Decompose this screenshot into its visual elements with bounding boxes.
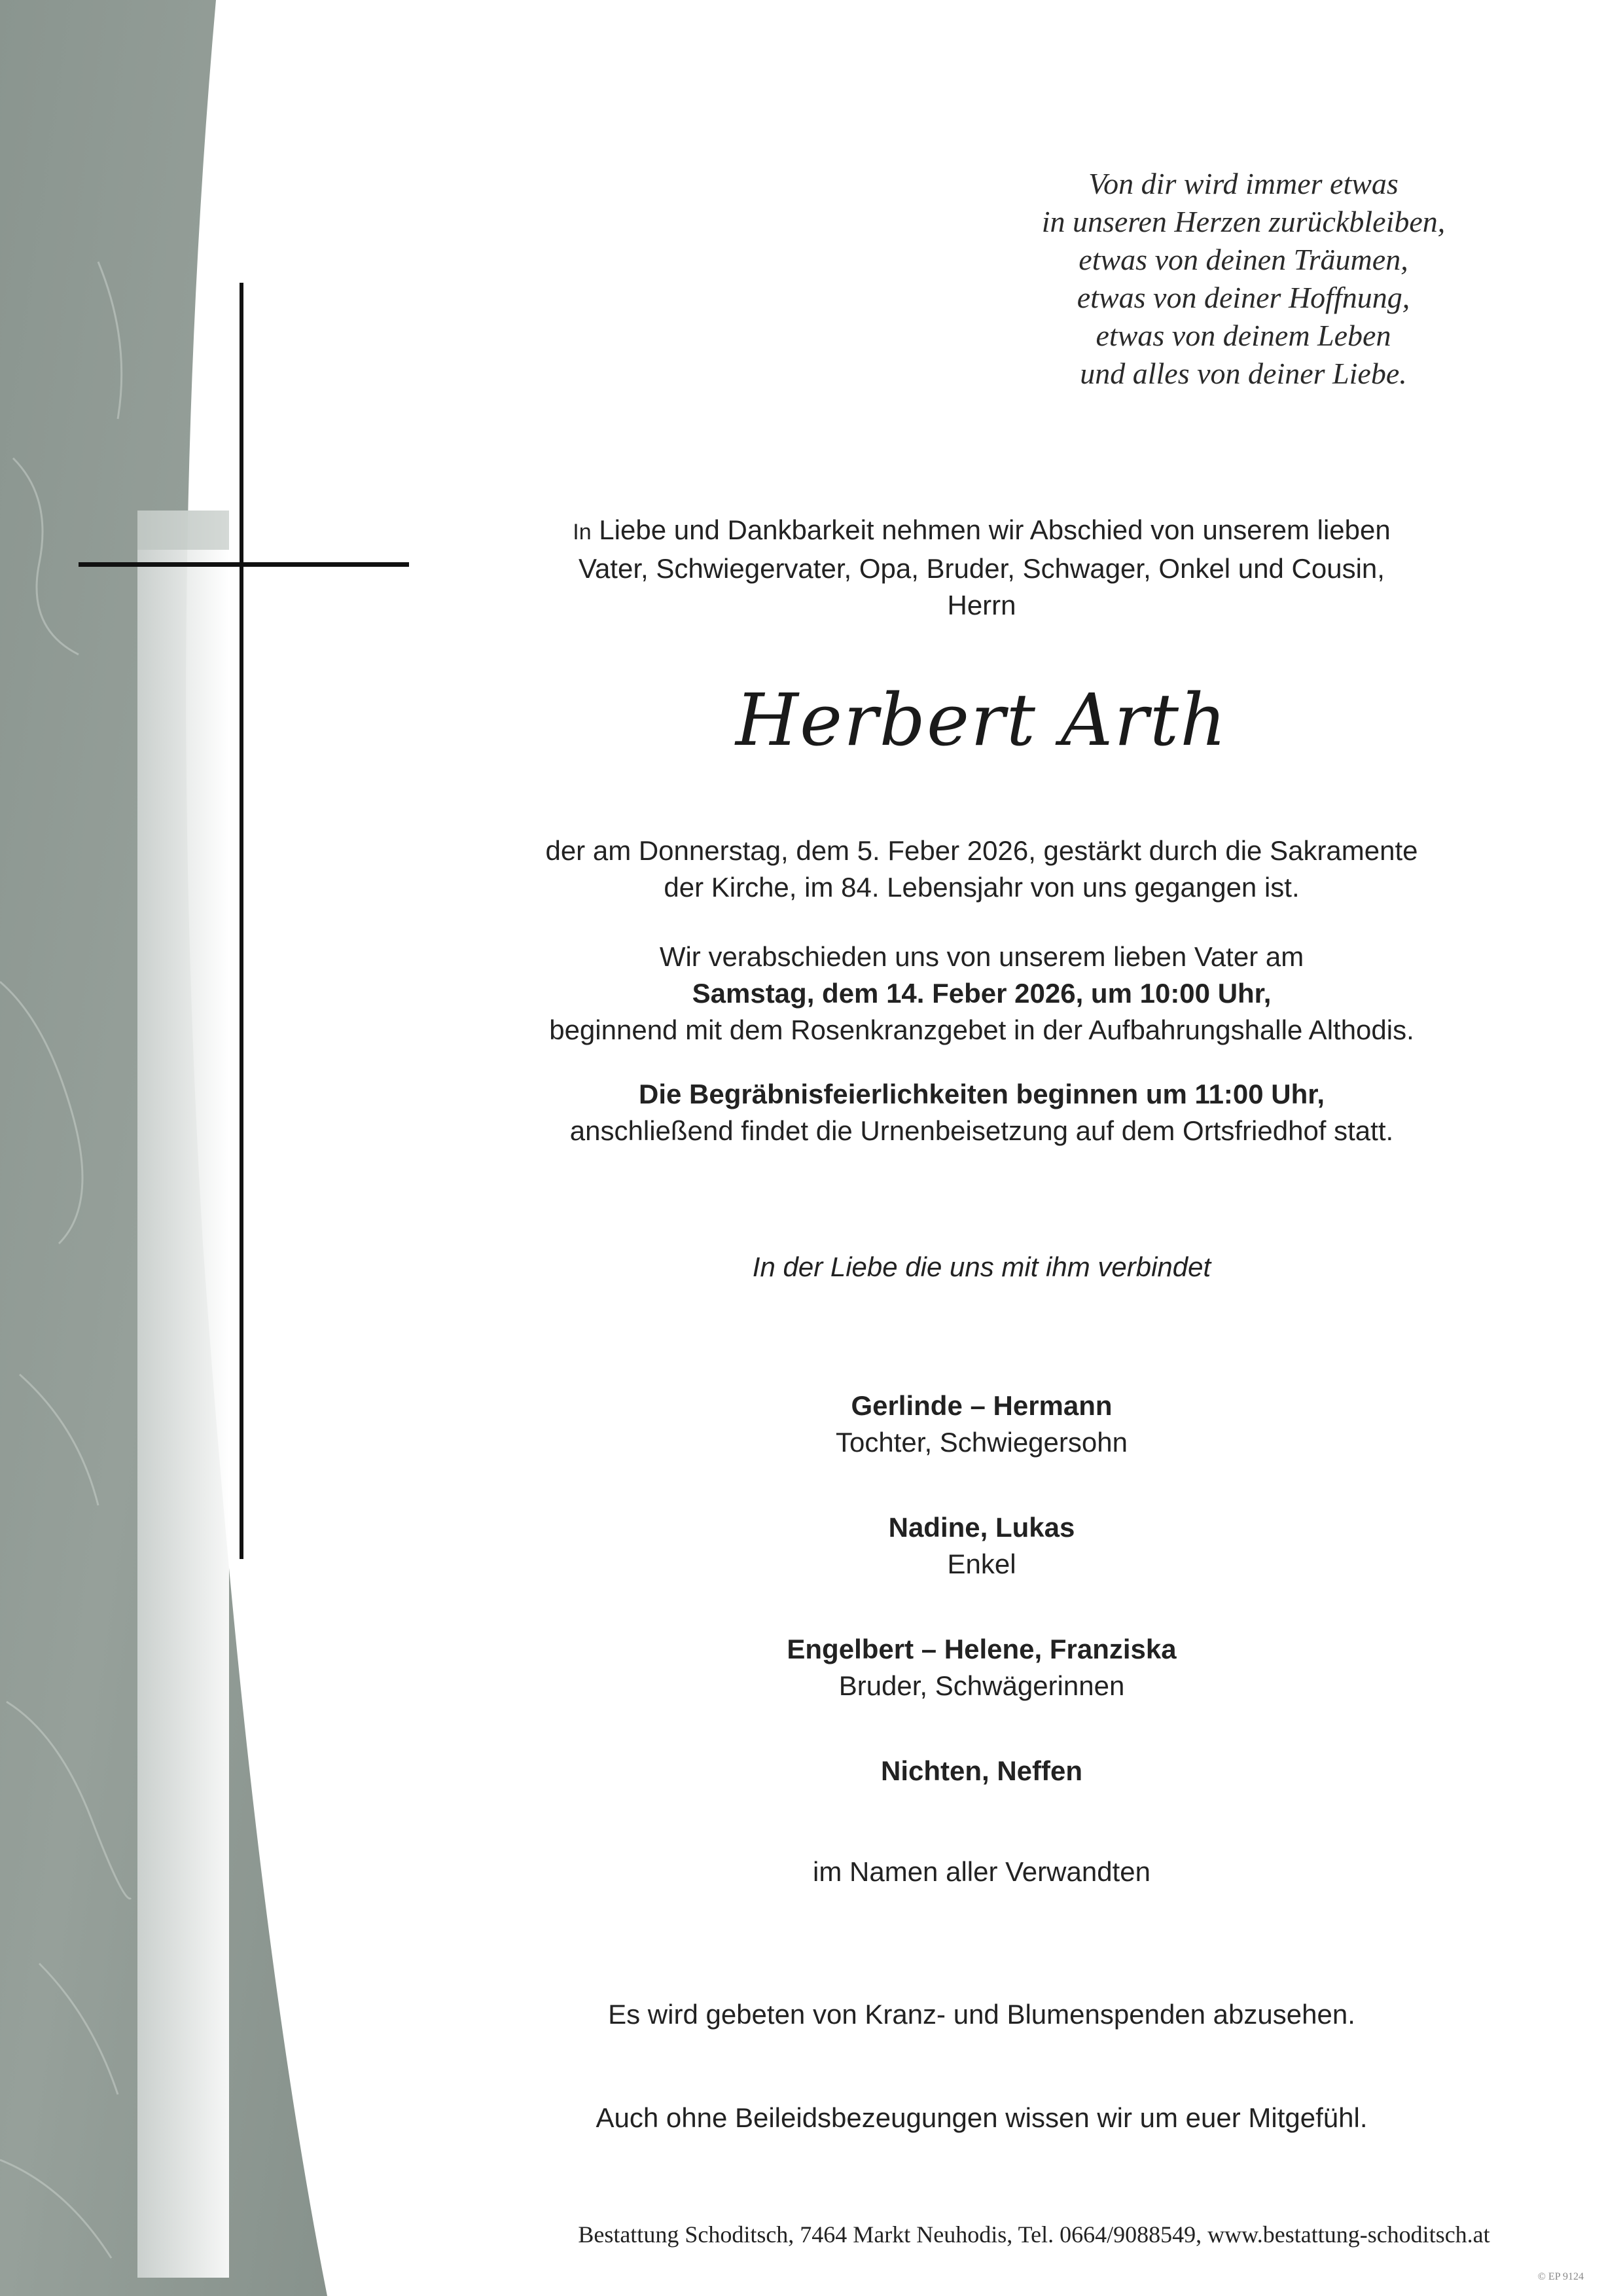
funeral-home-footer: Bestattung Schoditsch, 7464 Markt Neuhodis, Tel. 0664/9088549, www.bestattung-schoditsch.at — [578, 2221, 1490, 2248]
funeral-line: anschließend findet die Urnenbeisetzung auf dem Ortsfriedhof statt. — [569, 1115, 1394, 1146]
print-code: © EP 9124 — [1537, 2271, 1584, 2282]
mourner-group — [458, 1631, 1505, 1704]
funeral-notice — [458, 1076, 1505, 1149]
farewell-notice — [458, 939, 1505, 1049]
poem-line: in unseren Herzen zurückbleiben, — [1041, 205, 1446, 238]
mourner-names: Nadine, Lukas — [888, 1512, 1075, 1543]
funeral-time: Die Begräbnisfeierlichkeiten beginnen um 11:00 Uhr, — [639, 1079, 1325, 1109]
mourner-relation: Bruder, Schwägerinnen — [838, 1670, 1125, 1701]
light-panel — [137, 511, 229, 2278]
death-notice-line: der am Donnerstag, dem 5. Feber 2026, gestärkt durch die Sakramente — [545, 835, 1418, 866]
mourner-names: Nichten, Neffen — [880, 1755, 1083, 1786]
farewell-date: Samstag, dem 14. Feber 2026, um 10:00 Uhr, — [692, 978, 1272, 1009]
poem — [903, 165, 1584, 393]
intro-line-1: Liebe und Dankbarkeit nehmen wir Abschied von unserem lieben — [591, 514, 1391, 545]
flowers-note: Es wird gebeten von Kranz- und Blumenspenden abzusehen. — [608, 1999, 1355, 2030]
mourner-group — [458, 1509, 1505, 1583]
intro-lead: In — [573, 520, 592, 545]
light-panel-top — [137, 511, 229, 550]
death-notice-line: der Kirche, im 84. Lebensjahr von uns gegangen ist. — [664, 872, 1300, 903]
intro-line-2: Vater, Schwiegervater, Opa, Bruder, Schwager, Onkel und Cousin, — [579, 553, 1385, 584]
mourner-names: Engelbert – Helene, Franziska — [787, 1634, 1177, 1664]
poem-line: Von dir wird immer etwas — [1088, 167, 1399, 200]
mourner-group — [458, 1388, 1505, 1461]
intro-line-3: Herrn — [947, 590, 1016, 620]
poem-line: etwas von deinem Leben — [1096, 319, 1391, 352]
farewell-line: Wir verabschieden uns von unserem lieben Vater am — [659, 941, 1304, 972]
sympathy-note: Auch ohne Beileidsbezeugungen wissen wir um euer Mitgefühl. — [596, 2102, 1368, 2133]
poem-line: etwas von deinen Träumen, — [1079, 243, 1408, 276]
mourner-relation: Tochter, Schwiegersohn — [836, 1427, 1128, 1458]
intro-text — [458, 512, 1505, 624]
mourner-group — [458, 1753, 1505, 1789]
farewell-line: beginnend mit dem Rosenkranzgebet in der Aufbahrungshalle Althodis. — [549, 1014, 1414, 1045]
deceased-name: Herbert Arth — [736, 678, 1228, 762]
relatives-line: im Namen aller Verwandten — [813, 1856, 1150, 1887]
poem-line: etwas von deiner Hoffnung, — [1077, 281, 1410, 314]
poem-line: und alles von deiner Liebe. — [1080, 357, 1407, 390]
mourner-names: Gerlinde – Hermann — [851, 1390, 1113, 1421]
closing-phrase: In der Liebe die uns mit ihm verbindet — [752, 1251, 1211, 1282]
cross-vertical — [240, 283, 243, 1559]
death-notice — [458, 833, 1505, 906]
cross-horizontal — [79, 562, 409, 567]
mourner-relation: Enkel — [947, 1549, 1016, 1579]
